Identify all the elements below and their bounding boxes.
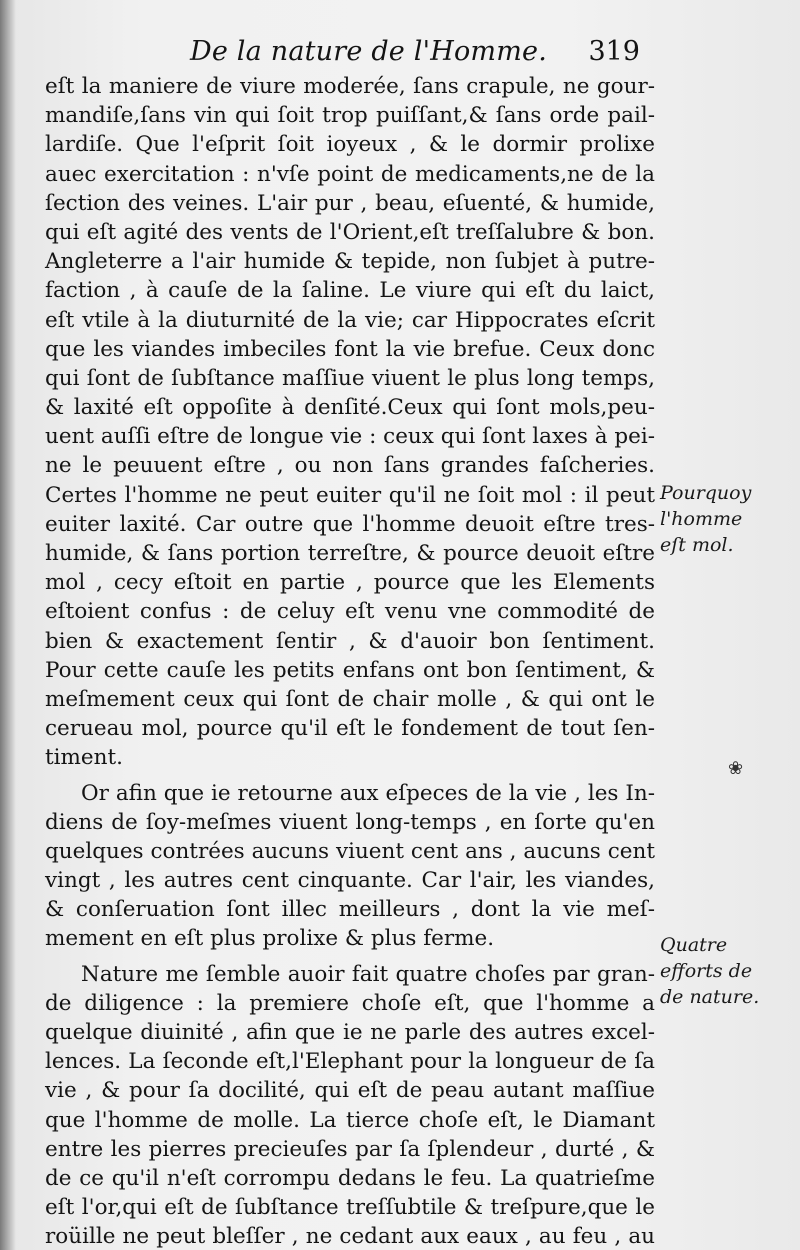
text-line: cerueau mol, pource qu'il eſt le fondement de tout ſen- — [45, 716, 655, 742]
text-line: mol , cecy eſtoit en partie , pource que les Elements — [45, 570, 655, 596]
text-line: & conſeruation ſont illec meilleurs , dont la vie meſ- — [45, 897, 655, 923]
text-line: eſtoient confus : de celuy eſt venu vne commodité de — [45, 599, 655, 625]
text-line: eſt l'or,qui eſt de ſubſtance treſſubtile & treſpure,que le — [45, 1195, 655, 1221]
paragraph-1 — [45, 72, 655, 773]
text-line: humide, & ſans portion terreſtre, & pource deuoit eſtre — [45, 541, 655, 566]
text-line: roüille ne peut bleſſer , ne cedant aux eaux , au feu , au — [45, 1224, 655, 1250]
text-line: ſection des veines. L'air pur , beau, eſuenté, & humide, — [45, 190, 655, 216]
page-number: 319 — [588, 36, 640, 67]
text-line: Certes l'homme ne peut euiter qu'il ne ſoit mol : il peut — [45, 482, 655, 508]
margin-note-line: de nature. — [660, 986, 760, 1008]
margin-note-line: l'homme — [660, 508, 743, 530]
text-line: de diligence : la premiere choſe eſt, que l'homme a — [45, 990, 655, 1016]
text-line: mement en eſt plus prolixe & plus ferme. — [45, 926, 495, 952]
text-line: que les viandes imbeciles font la vie brefue. Ceux donc — [45, 336, 655, 362]
text-line: quelques contrées aucuns viuent cent ans , aucuns cent — [45, 838, 655, 864]
margin-note-line: efforts de — [660, 960, 753, 982]
text-line: eſt la maniere de viure moderée, ſans crapule, ne gour- — [45, 74, 655, 99]
margin-note-line: Pourquoy — [660, 482, 752, 504]
text-line: bien & exactement ſentir , & d'auoir bon ſentiment. — [45, 628, 655, 654]
text-line: faction , à cauſe de la ſaline. Le viure qui eſt du laict, — [45, 278, 655, 304]
paragraph-2 — [45, 779, 655, 954]
text-line: euiter laxité. Car outre que l'homme deuoit eſtre tres- — [45, 511, 655, 537]
text-line: de ce qu'il n'eſt corrompu dedans le feu. La quatrieſme — [45, 1165, 655, 1191]
margin-note-line: Quatre — [660, 934, 728, 956]
text-line: mandiſe,ſans vin qui ſoit trop puiſſant,& ſans orde pail- — [45, 103, 655, 129]
text-line: lardiſe. Que l'eſprit ſoit ioyeux , & le dormir prolixe — [45, 132, 655, 158]
text-line: qui ſont de ſubſtance maſſiue viuent le plus long temps, — [45, 365, 655, 391]
text-line: eſt vtile à la diuturnité de la vie; car Hippocrates eſcrit — [45, 307, 655, 333]
running-title: De la nature de l'Homme. — [190, 36, 547, 67]
text-line: entre les pierres precieuſes par ſa ſplendeur , durté , & — [45, 1136, 655, 1162]
body-text — [45, 72, 655, 1250]
text-line: Or afin que ie retourne aux eſpeces de la vie , les In- — [81, 780, 655, 806]
text-line: & laxité eſt oppoſite à denſité.Ceux qui ſont mols,peu- — [45, 395, 655, 421]
margin-note-pourquoy — [660, 480, 795, 558]
text-line: diens de ſoy-meſmes viuent long-temps , en ſorte qu'en — [45, 809, 655, 835]
paragraph-3 — [45, 960, 655, 1250]
text-line: timent. — [45, 745, 123, 771]
text-line: qui eſt agité des vents de l'Orient,eſt treſſalubre & bon. — [45, 219, 655, 245]
margin-ornament-mark: ❀ — [728, 758, 744, 779]
text-line: meſmement ceux qui ſont de chair molle , & qui ont le — [45, 686, 655, 712]
margin-note-line: eſt mol. — [660, 534, 734, 556]
text-line: auec exercitation : n'vſe point de medicaments,ne de la — [45, 161, 655, 187]
text-line: vingt , les autres cent cinquante. Car l'air, les viandes, — [45, 868, 655, 894]
text-line: quelque diuinité , afin que ie ne parle des autres excel- — [45, 1020, 655, 1045]
text-line: ne le peuuent eſtre , ou non ſans grandes faſcheries. — [45, 453, 655, 479]
text-line: vie , & pour ſa docilité, qui eſt de peau autant maſſiue — [45, 1078, 655, 1104]
margin-note-quatre — [660, 932, 795, 1010]
text-line: que l'homme de molle. La tierce choſe eſt, le Diamant — [45, 1107, 655, 1133]
text-line: uent auſſi eſtre de longue vie : ceux qui ſont laxes à pei- — [45, 424, 655, 450]
text-line: Nature me ſemble auoir fait quatre choſes par gran- — [81, 961, 655, 987]
text-line: Pour cette cauſe les petits enfans ont bon ſentiment, & — [45, 657, 655, 683]
page-header — [190, 36, 640, 76]
text-line: Angleterre a l'air humide & tepide, non ſubjet à putre- — [45, 249, 655, 275]
text-line: lences. La ſeconde eſt,l'Elephant pour la longueur de ſa — [45, 1049, 655, 1075]
